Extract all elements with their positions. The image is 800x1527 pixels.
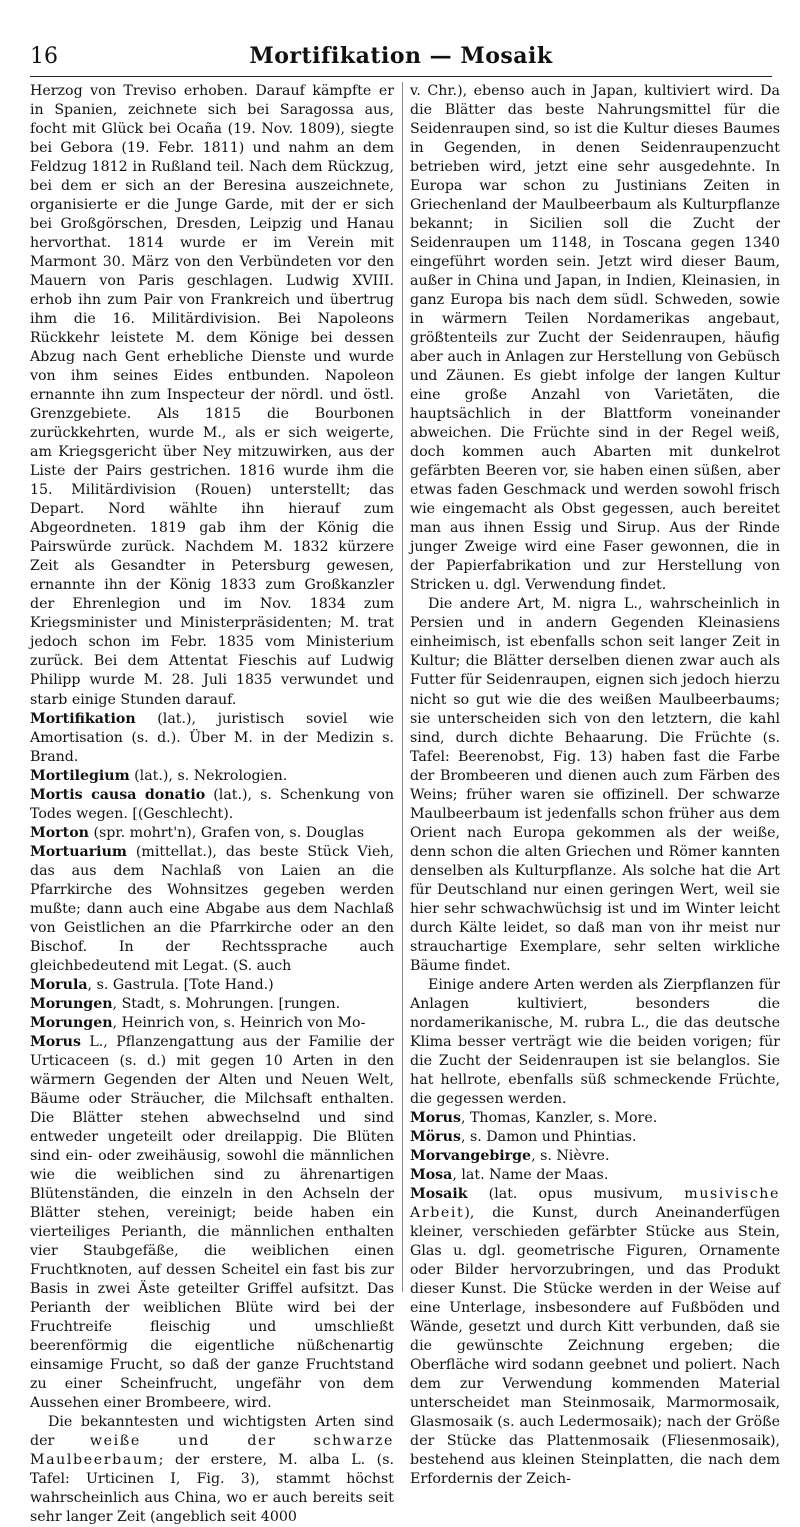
- headword: Mortilegium: [30, 767, 130, 784]
- entry-mosaik: [410, 1185, 780, 1489]
- entry-moerus: [410, 1128, 780, 1147]
- page-header: [30, 40, 772, 72]
- paragraph-text: Herzog von Treviso erhoben. Darauf kämpfte er in Spanien, zeichnete sich bei Saragossa aus, focht mit Glück bei Ocaña (19. Nov. 1809), siegte bei Gebora (19. Febr. 1811) und nahm an dem Feldzug 1812 in Rußland teil. Nach dem Rückzug, bei dem er sich an der Beresina auszeichnete, organisierte er die Junge Garde, mit der er sich bei Großgörschen, Dresden, Leipzig und Hanau hervorthat. 1814 wurde er im Verein mit Marmont 30. März von den Verbündeten vor den Mauern von Paris geschlagen. Ludwig XVIII. erhob ihn zum Pair von Frankreich und übertrug ihm die 16. Militärdivision. Bei Napoleons Rückkehr leistete M. dem Könige bei dessen Abzug nach Gent erhebliche Dienste und wurde von ihm seines Eides entbunden. Napoleon ernannte ihn zum Inspecteur der nördl. und östl. Grenzgebiete. Als 1815 die Bourbonen zurückkehrten, wurde M., als er sich weigerte, am Kriegsgericht über Ney mitzuwirken, aus der Liste der Pairs gestrichen. 1816 wurde ihm die 15. Militärdivision (Rouen) unterstellt; das Depart. Nord wählte ihn hierauf zum Abgeordneten. 1819 gab ihm der König die Pairswürde zurück. Nachdem M. 1832 kürzere Zeit als Gesandter in Petersburg gewesen, ernannte ihn der König 1833 zum Großkanzler der Ehrenlegion und im Nov. 1834 zum Kriegsminister und Ministerpräsidenten; M. trat jedoch schon im Febr. 1835 vom Ministerium zurück. Bei dem Attentat Fieschis auf Ludwig Philipp wurde M. 28. Juli 1835 verwundet und starb einige Stunden darauf.: [30, 83, 394, 708]
- paragraph-text: Einige andere Arten werden als Zierpflanzen für Anlagen kultiviert, besonders die nordamerikanische, M. rubra L., die das deutsche Klima besser verträgt wie die beiden vorigen; für die Zucht der Seidenraupen ist sie belanglos. Sie hat hellrote, ebenfalls süß schmeckende Früchte, die gegessen werden.: [410, 976, 780, 1107]
- page-number: 16: [30, 43, 58, 69]
- column-divider: [402, 82, 403, 1292]
- spaced-term: weiße und der schwarze Maulbeerbaum: [30, 1433, 394, 1469]
- entry-mosa: [410, 1166, 780, 1185]
- headword: Mortis causa donatio: [30, 786, 206, 803]
- paragraph-text: Die andere Art, M. nigra L., wahrscheinlich in Persien und in andern Gegenden Kleinasiens einheimisch, ist ebenfalls schon seit langer Zeit in Kultur; die Blätter derselben dienen zwar auch als Futter für Seidenraupen, eignen sich jedoch hierzu nicht so gut wie die des weißen Maulbeerbaums; sie unterscheiden sich von den letztern, die kahl sind, durch dichte Behaarung. Die Früchte (s. Tafel: Beerenobst, Fig. 13) haben fast die Farbe der Brombeeren und dienen auch zum Färben des Weins; früher waren sie offizinell. Der schwarze Maulbeerbaum ist jedenfalls schon früher aus dem Orient nach Europa gekommen als der weiße, denn schon die alten Griechen und Römer kannten denselben als Kulturpflanze. Als solche hat die Art für Deutschland nur einen geringen Wert, weil sie hier sehr schwachwüchsig ist und im Winter leicht durch Kälte leidet, so daß man von ihr meist nur strauchartige Exemplare, sehr selten wirkliche Bäume findet.: [410, 596, 780, 974]
- headword: Mörus: [410, 1128, 461, 1145]
- entry-text: (lat.), s. Schenkung von Todes wegen. [(Geschlecht).: [30, 786, 394, 822]
- morus-nigra-paragraph: [410, 595, 780, 975]
- entry-continuation: [30, 82, 394, 710]
- entry-morula: [30, 976, 394, 995]
- headword: Morus: [30, 1033, 81, 1050]
- entry-morus-thomas: [410, 1109, 780, 1128]
- headword: Mortuarium: [30, 843, 127, 860]
- entry-mortis-causa-donatio: [30, 786, 394, 824]
- entry-text: , s. Damon und Phintias.: [460, 1128, 637, 1145]
- entry-morungen-heinrich: [30, 1014, 394, 1033]
- entry-morus-paragraph: [30, 1413, 394, 1527]
- left-column: [30, 82, 394, 1526]
- entry-morungen-stadt: [30, 995, 394, 1014]
- entry-morvangebirge: [410, 1147, 780, 1166]
- headword: Mosa: [410, 1166, 453, 1183]
- headword: Morula: [30, 976, 88, 993]
- headword: Morungen: [30, 995, 113, 1012]
- headword: Morton: [30, 824, 89, 841]
- entry-text: ), die Kunst, durch Aneinanderfügen kleiner, verschieden gefärbter Stücke aus Stein, Glas u. dgl. geometrische Figuren, Ornamente oder Bilder hervorzubringen, und das Produkt dieser Kunst. Die Stücke werden in der Weise auf eine Unterlage, insbesondere auf Fußböden und Wände, gesetzt und durch Kitt verbunden, daß sie die gewünschte Zeichnung ergeben; die Oberfläche wird sodann geebnet und poliert. Nach dem zur Verwendung kommenden Material unterscheidet man Steinmosaik, Marmormosaik, Glasmosaik (s. auch Ledermosaik); nach der Größe der Stücke das Plattenmosaik (Fliesenmosaik), bestehend aus kleinen Steinplatten, die nach dem Erfordernis der Zeich-: [410, 1204, 780, 1488]
- entry-text: , Heinrich von, s. Heinrich von Mo-: [112, 1014, 366, 1031]
- entry-mortuarium: [30, 843, 394, 976]
- entry-morus: [30, 1033, 394, 1413]
- right-column: [410, 82, 780, 1488]
- morus-rubra-paragraph: [410, 976, 780, 1109]
- running-head: Mortifikation — Mosaik: [249, 43, 553, 69]
- paragraph-text: v. Chr.), ebenso auch in Japan, kultiviert wird. Da die Blätter das beste Nahrungsmittel für die Seidenraupen sind, so ist die Kultur dieses Baumes in Gegenden, in denen Seidenraupenzucht betrieben wird, jetzt eine sehr ausgedehnte. In Europa war schon zu Justinians Zeiten in Griechenland der Maulbeerbaum als Kulturpflanze bekannt; in Sicilien soll die Zucht der Seidenraupen um 1148, in Toscana gegen 1340 eingeführt worden sein. Jetzt wird dieser Baum, außer in China und Japan, in Indien, Kleinasien, in ganz Europa bis nach dem südl. Schweden, sowie in wärmern Teilen Nordamerikas angebaut, größtenteils zur Zucht der Seidenraupen, häufig aber auch in Anlagen zur Herstellung von Gebüsch und Zäunen. Es giebt infolge der langen Kultur eine große Anzahl von Varietäten, die hauptsächlich in der Blattform voneinander abweichen. Die Früchte sind in der Regel weiß, doch kommen auch Abarten mit dunkelrot gefärbten Beeren vor, sie haben einen süßen, aber etwas faden Geschmack und werden sowohl frisch wie eingemacht als Obst gegessen, auch bereitet man aus ihnen Essig und Sirup. Aus der Rinde junger Zweige wird eine Faser gewonnen, die in der Papierfabrikation und zur Herstellung von Stricken u. dgl. Verwendung findet.: [410, 83, 780, 594]
- headword: Morus: [410, 1109, 461, 1126]
- entry-text: , Thomas, Kanzler, s. More.: [460, 1109, 658, 1126]
- entry-text: , Stadt, s. Mohrungen. [rungen.: [112, 995, 341, 1012]
- headword: Morungen: [30, 1014, 113, 1031]
- entry-text: , lat. Name der Maas.: [452, 1166, 609, 1183]
- header-rule: [30, 76, 772, 77]
- entry-text: (spr. mohrt'n), Grafen von, s. Douglas: [88, 824, 365, 841]
- entry-text: (lat.), s. Nekrologien.: [129, 767, 288, 784]
- paragraph-text: ; der erstere, M. alba L. (s. Tafel: Urticinen I, Fig. 3), stammt höchst wahrscheinlich aus China, wo er auch bereits seit sehr langer Zeit (angeblich seit 4000: [30, 1452, 394, 1526]
- entry-text: , s. Gastrula. [Tote Hand.): [87, 976, 274, 993]
- entry-text: , s. Nièvre.: [531, 1147, 610, 1164]
- entry-morton: [30, 824, 394, 843]
- entry-text: (lat. opus musivum,: [467, 1185, 685, 1202]
- entry-text: L., Pflanzengattung aus der Familie der Urticaceen (s. d.) mit gegen 10 Arten in den wärmern Gegenden der Alten und Neuen Welt, Bäume oder Sträucher, die Milchsaft enthalten. Die Blätter stehen abwechselnd und sind entweder ungeteilt oder dreilappig. Die Blüten sind ein- oder zweihäusig, sowohl die männlichen wie die weiblichen sind zu ährenartigen Blütenständen, die einzeln in den Achseln der Blätter stehen, vereinigt; beide haben ein vierteiliges Perianth, die männlichen enthalten vier Staubgefäße, die weiblichen einen Fruchtknoten, auf dessen Scheitel ein fast bis zur Basis in zwei Äste geteilter Griffel aufsitzt. Das Perianth der weiblichen Blüte wird bei der Fruchtreife fleischig und umschließt beerenförmig die eigentliche nüßchenartig einsamige Frucht, so daß der ganze Fruchtstand zu einer Scheinfrucht, ungefähr von dem Aussehen einer Brombeere, wird.: [30, 1033, 394, 1412]
- headword: Mosaik: [410, 1185, 468, 1202]
- spaced-term: musivische Arbeit: [410, 1185, 780, 1221]
- entry-text: (mittellat.), das beste Stück Vieh, das aus dem Nachlaß von Laien an die Pfarrkirche des Wohnsitzes gegeben werden mußte; dann auch eine Abgabe aus dem Nachlaß von Geistlichen an die Pfarrkirche oder an den Bischof. In der Rechtssprache auch gleichbedeutend mit Legat. (S. auch: [30, 843, 394, 974]
- entry-text: (lat.), juristisch soviel wie Amortisation (s. d.). Über M. in der Medizin s. Brand.: [30, 710, 394, 765]
- entry-mortilegium: [30, 767, 394, 786]
- headword: Mortifikation: [30, 710, 136, 727]
- paragraph-text: Die bekanntesten und wichtigsten Arten sind der: [30, 1414, 394, 1450]
- entry-mortifikation: [30, 710, 394, 767]
- entry-continuation: [410, 82, 780, 595]
- headword: Morvangebirge: [410, 1147, 532, 1164]
